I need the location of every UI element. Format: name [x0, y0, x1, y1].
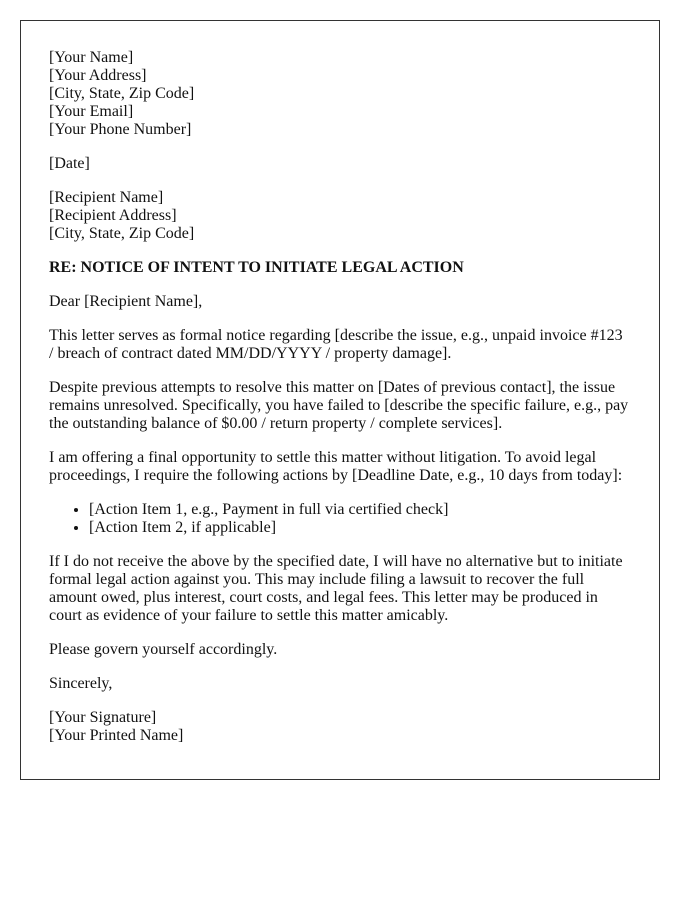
recipient-city-state-zip: [City, State, Zip Code] — [49, 225, 195, 242]
closing: Sincerely, — [49, 675, 113, 692]
sender-city-state-zip: [City, State, Zip Code] — [49, 85, 195, 102]
sender-address: [Your Address] — [49, 67, 147, 84]
action-items-list — [49, 501, 631, 537]
recipient-name: [Recipient Name] — [49, 189, 164, 206]
sender-block — [49, 49, 631, 139]
recipient-address: [Recipient Address] — [49, 207, 177, 224]
sender-phone: [Your Phone Number] — [49, 121, 192, 138]
action-item: • [Action Item 2, if applicable] — [89, 519, 631, 537]
sender-email: [Your Email] — [49, 103, 134, 120]
printed-name: [Your Printed Name] — [49, 727, 184, 744]
action-item: • [Action Item 1, e.g., Payment in full via certified check] — [89, 501, 631, 519]
signature-line: [Your Signature] — [49, 709, 157, 726]
salutation: Dear [Recipient Name], — [49, 293, 203, 310]
recipient-block — [49, 189, 631, 243]
signature-block — [49, 709, 631, 745]
date-block — [49, 155, 631, 173]
body-paragraph-2: Despite previous attempts to resolve this matter on [Dates of previous contact], the issue remains unresolved. Specifically, you have failed to [describe the specific failure, e.g., pay the outstanding balance of $0.00 / return property / complete services]. — [49, 379, 629, 432]
body-paragraph-3: I am offering a final opportunity to settle this matter without litigation. To avoid legal proceedings, I require the following actions by [Deadline Date, e.g., 10 days from today]: — [49, 449, 623, 484]
body-paragraph-5: Please govern yourself accordingly. — [49, 641, 278, 658]
letter-date: [Date] — [49, 155, 90, 172]
body-paragraph-4: If I do not receive the above by the specified date, I will have no alternative but to initiate formal legal action against you. This may include filing a lawsuit to recover the full amount owed, plus interest, court costs, and legal fees. This letter may be produced in court as evidence of your failure to settle this matter amicably. — [49, 553, 623, 624]
subject-line: RE: NOTICE OF INTENT TO INITIATE LEGAL ACTION — [49, 259, 464, 276]
body-paragraph-1: This letter serves as formal notice regarding [describe the issue, e.g., unpaid invoice #123 / breach of contract dated MM/DD/YYYY / property damage]. — [49, 327, 623, 362]
letter-page — [20, 20, 660, 780]
sender-name: [Your Name] — [49, 49, 134, 66]
